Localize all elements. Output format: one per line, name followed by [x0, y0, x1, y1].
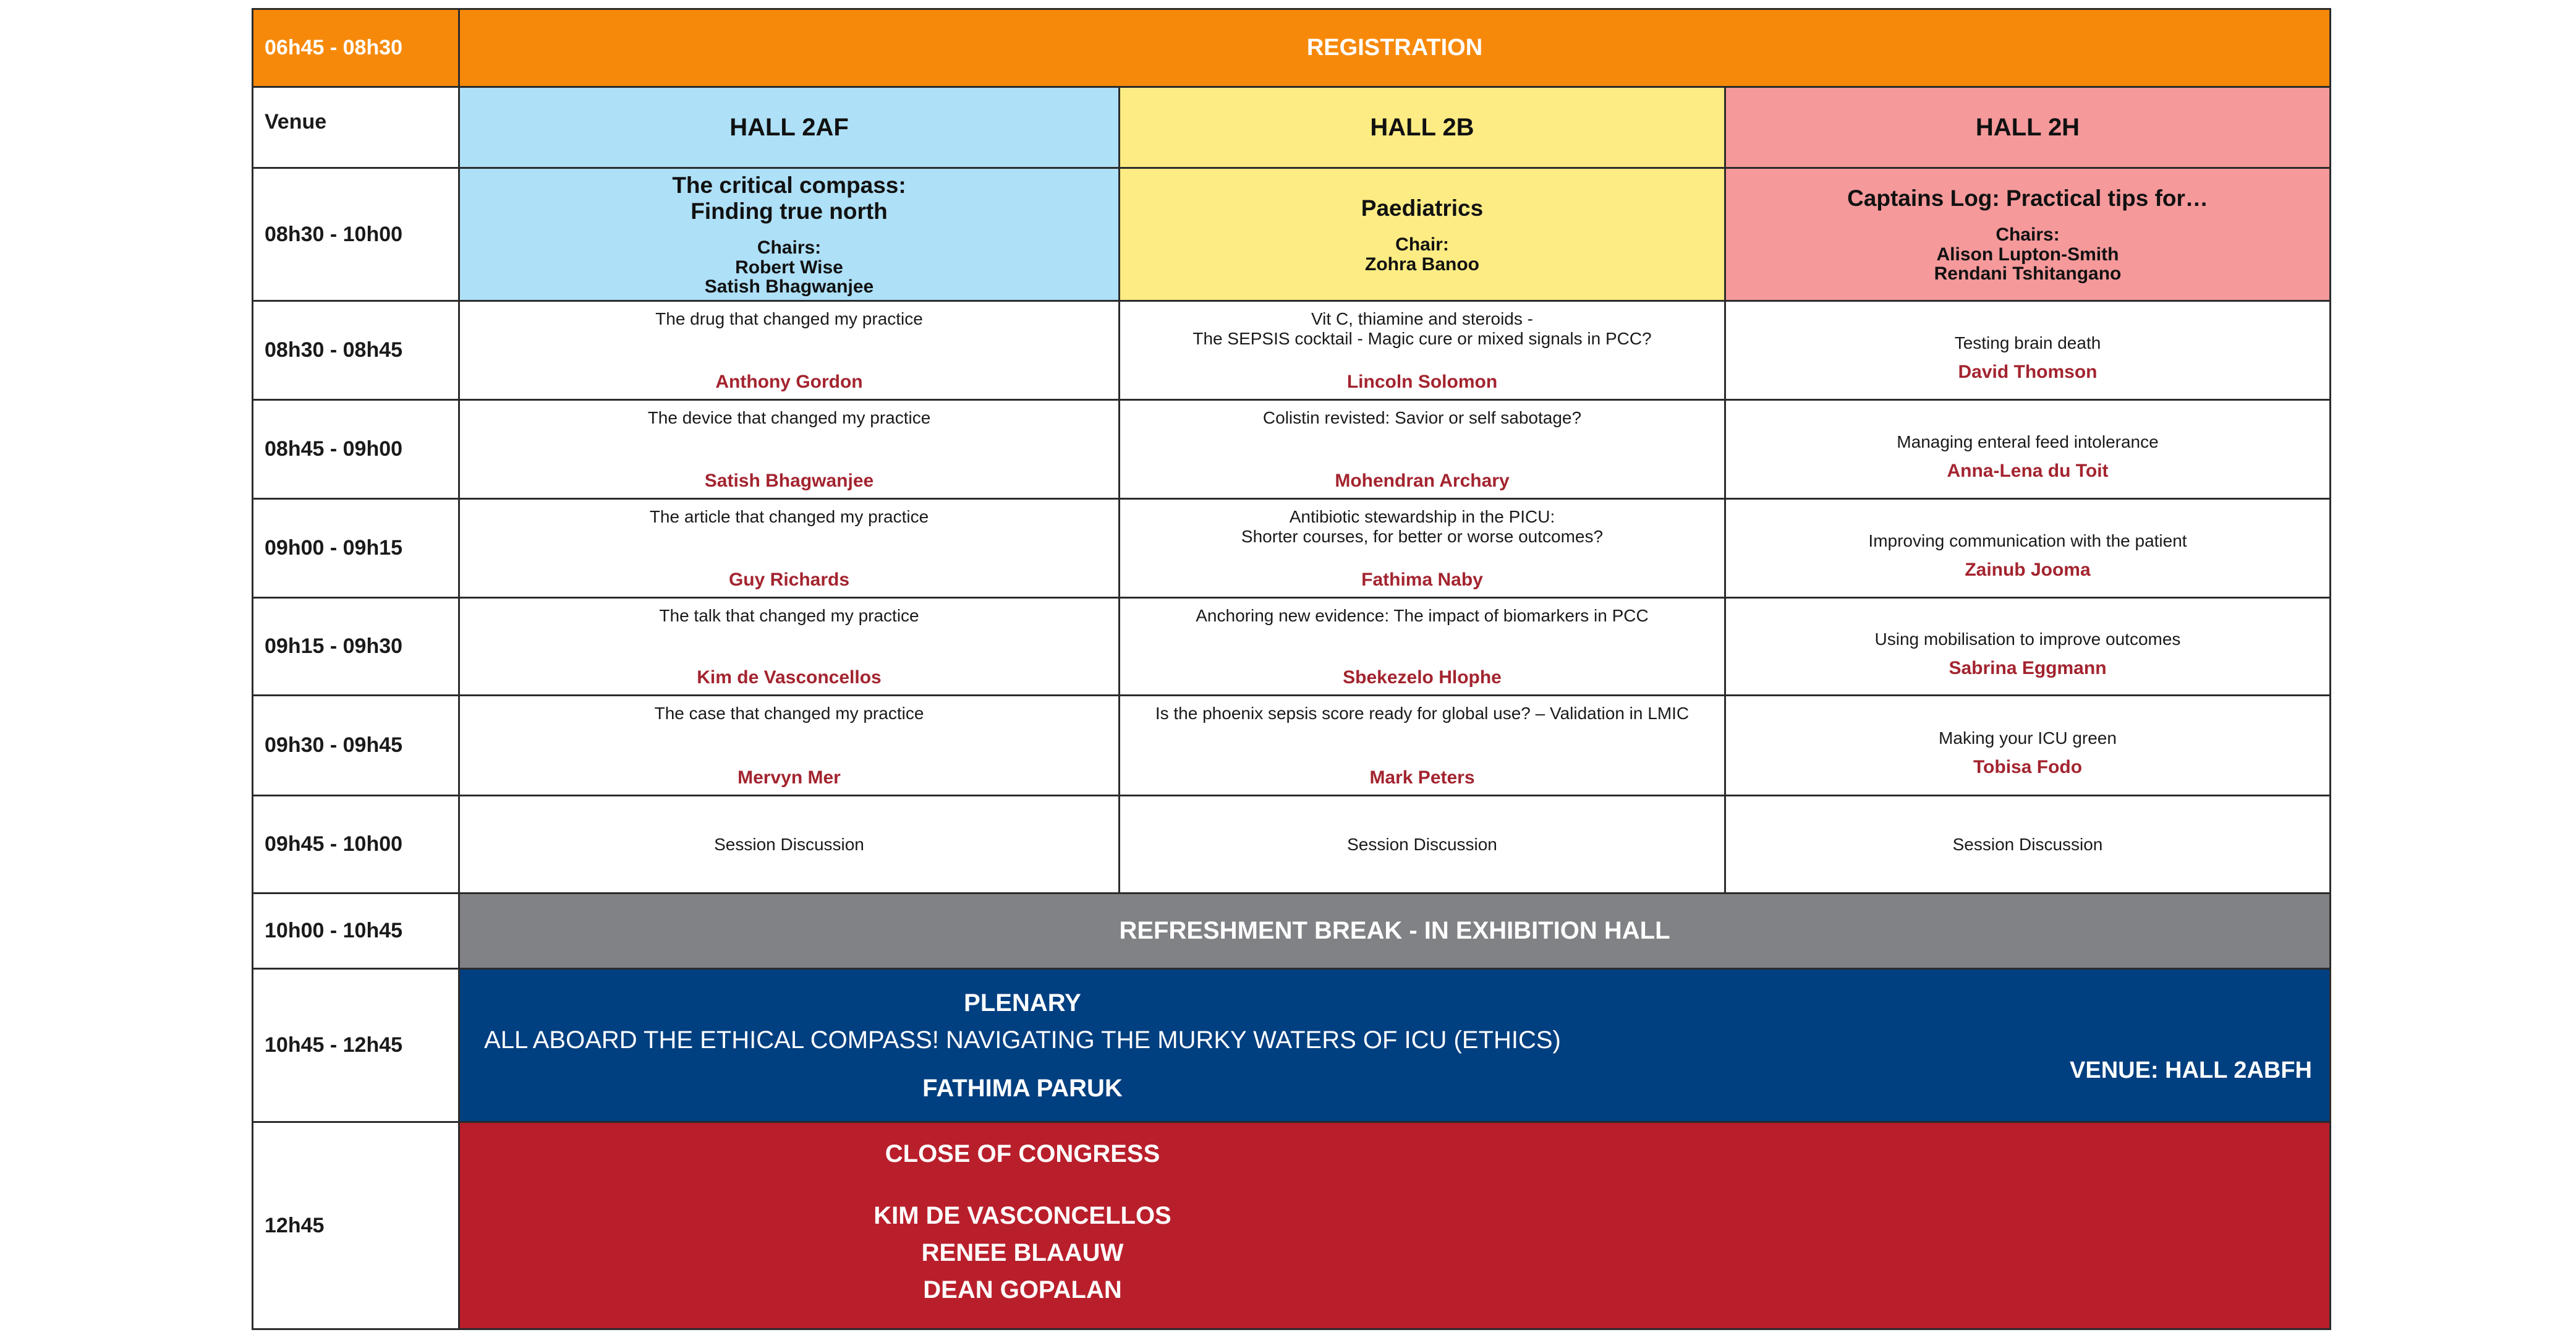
speaker-name: Mark Peters: [1369, 767, 1475, 788]
talk-cell: [459, 598, 1120, 696]
close-row: [253, 1122, 2331, 1329]
discussion-time: 09h45 - 10h00: [253, 796, 459, 894]
hall-2af-header: HALL 2AF: [459, 87, 1120, 168]
session-title-line: The critical compass:: [672, 173, 906, 198]
registration-row: [253, 9, 2331, 87]
talk-cell: [1120, 499, 1725, 598]
talk-title: The case that changed my practice: [654, 704, 924, 723]
plenary-row: [253, 969, 2331, 1122]
talk-title: Colistin revisted: Savior or self sabotage?: [1262, 408, 1582, 427]
close-name: DEAN GOPALAN: [923, 1276, 1122, 1303]
close-heading: CLOSE OF CONGRESS: [885, 1140, 1160, 1167]
session-title-line: Paediatrics: [1361, 195, 1484, 221]
slot-row: [253, 499, 2331, 598]
speaker-name: Fathima Naby: [1361, 569, 1483, 590]
talk-title: Shorter courses, for better or worse outcomes?: [1241, 527, 1604, 546]
close-time: 12h45: [253, 1122, 459, 1329]
speaker-name: Mohendran Archary: [1335, 471, 1510, 491]
break-time: 10h00 - 10h45: [253, 894, 459, 969]
venue-label: Venue: [253, 87, 459, 168]
talk-cell: [1120, 301, 1725, 400]
programme-table: [252, 8, 2331, 1330]
slot-time: 08h30 - 08h45: [253, 301, 459, 400]
speaker-name: Satish Bhagwanjee: [704, 471, 874, 491]
talk-cell: [1725, 696, 2331, 796]
slot-time: 09h00 - 09h15: [253, 499, 459, 598]
hall-2b-header: HALL 2B: [1120, 87, 1725, 168]
speaker-name: David Thomson: [1958, 361, 2098, 382]
close-name: KIM DE VASCONCELLOS: [874, 1202, 1171, 1229]
chairs-label: Chair:: [1395, 234, 1449, 255]
speaker-name: Mervyn Mer: [738, 767, 841, 788]
talk-cell: [1120, 696, 1725, 796]
talk-cell: [459, 696, 1120, 796]
discussion-label: Session Discussion: [1120, 796, 1725, 894]
chair-name: Zohra Banoo: [1365, 254, 1479, 275]
speaker-name: Anthony Gordon: [715, 372, 863, 392]
session-row: [253, 168, 2331, 301]
talk-title: The talk that changed my practice: [659, 606, 919, 625]
talk-cell: [1725, 301, 2331, 400]
registration-time: 06h45 - 08h30: [253, 9, 459, 87]
talk-cell: [459, 400, 1120, 499]
talk-title: The article that changed my practice: [649, 507, 929, 526]
talk-title: Using mobilisation to improve outcomes: [1874, 629, 2181, 649]
hall-2h-header: HALL 2H: [1725, 87, 2331, 168]
talk-cell: [1725, 499, 2331, 598]
plenary-speaker: FATHIMA PARUK: [922, 1075, 1123, 1102]
talk-cell: [459, 499, 1120, 598]
speaker-name: Sabrina Eggmann: [1949, 657, 2107, 678]
plenary-block: [459, 969, 2331, 1122]
speaker-name: Guy Richards: [728, 569, 850, 590]
talk-title: Managing enteral feed intolerance: [1897, 432, 2159, 451]
session-title-line: Finding true north: [691, 198, 888, 224]
registration-label: REGISTRATION: [459, 9, 2331, 87]
talk-title: The device that changed my practice: [647, 408, 931, 427]
slot-time: 08h45 - 09h00: [253, 400, 459, 499]
session-hall-2h: [1725, 168, 2331, 301]
discussion-row: [253, 796, 2331, 894]
chair-name: Alison Lupton-Smith: [1936, 244, 2119, 265]
session-title-line: Captains Log: Practical tips for…: [1847, 186, 2208, 211]
speaker-name: Kim de Vasconcellos: [697, 667, 882, 688]
slot-row: [253, 598, 2331, 696]
discussion-label: Session Discussion: [459, 796, 1120, 894]
plenary-venue: VENUE: HALL 2ABFH: [2070, 1057, 2312, 1083]
chair-name: Rendani Tshitangano: [1934, 263, 2122, 284]
talk-cell: [1120, 400, 1725, 499]
slot-row: [253, 696, 2331, 796]
talk-title: The SEPSIS cocktail - Magic cure or mixed signals in PCC?: [1192, 329, 1652, 348]
chairs-label: Chairs:: [1996, 224, 2060, 245]
plenary-title: ALL ABOARD THE ETHICAL COMPASS! NAVIGATING THE MURKY WATERS OF ICU (ETHICS): [484, 1026, 1561, 1054]
break-label: REFRESHMENT BREAK - IN EXHIBITION HALL: [459, 894, 2331, 969]
session-hall-2b: [1120, 168, 1725, 301]
chair-name: Satish Bhagwanjee: [704, 276, 874, 297]
talk-title: Making your ICU green: [1939, 728, 2117, 748]
slot-time: 09h15 - 09h30: [253, 598, 459, 696]
talk-title: Testing brain death: [1954, 333, 2101, 352]
venue-row: [253, 87, 2331, 168]
break-row: [253, 894, 2331, 969]
talk-title: Improving communication with the patient: [1868, 531, 2187, 550]
plenary-time: 10h45 - 12h45: [253, 969, 459, 1122]
speaker-name: Zainub Jooma: [1965, 559, 2091, 580]
speaker-name: Tobisa Fodo: [1973, 756, 2083, 777]
talk-title: Is the phoenix sepsis score ready for global use? – Validation in LMIC: [1155, 704, 1690, 723]
talk-title: Antibiotic stewardship in the PICU:: [1289, 507, 1555, 526]
close-name: RENEE BLAAUW: [921, 1239, 1124, 1266]
slot-time: 09h30 - 09h45: [253, 696, 459, 796]
slot-row: [253, 301, 2331, 400]
session-hall-2af: [459, 168, 1120, 301]
plenary-heading: PLENARY: [964, 989, 1081, 1017]
talk-cell: [1725, 400, 2331, 499]
speaker-name: Anna-Lena du Toit: [1947, 460, 2109, 481]
chairs-label: Chairs:: [757, 237, 822, 258]
talk-title: Anchoring new evidence: The impact of biomarkers in PCC: [1196, 606, 1649, 625]
talk-cell: [459, 301, 1120, 400]
speaker-name: Lincoln Solomon: [1346, 372, 1498, 392]
talk-title: Vit C, thiamine and steroids -: [1311, 309, 1533, 328]
slot-row: [253, 400, 2331, 499]
chair-name: Robert Wise: [735, 257, 843, 278]
session-time: 08h30 - 10h00: [253, 168, 459, 301]
close-block: [459, 1122, 2331, 1329]
talk-cell: [1725, 598, 2331, 696]
speaker-name: Sbekezelo Hlophe: [1343, 667, 1502, 688]
discussion-label: Session Discussion: [1725, 796, 2331, 894]
talk-cell: [1120, 598, 1725, 696]
talk-title: The drug that changed my practice: [655, 309, 923, 328]
